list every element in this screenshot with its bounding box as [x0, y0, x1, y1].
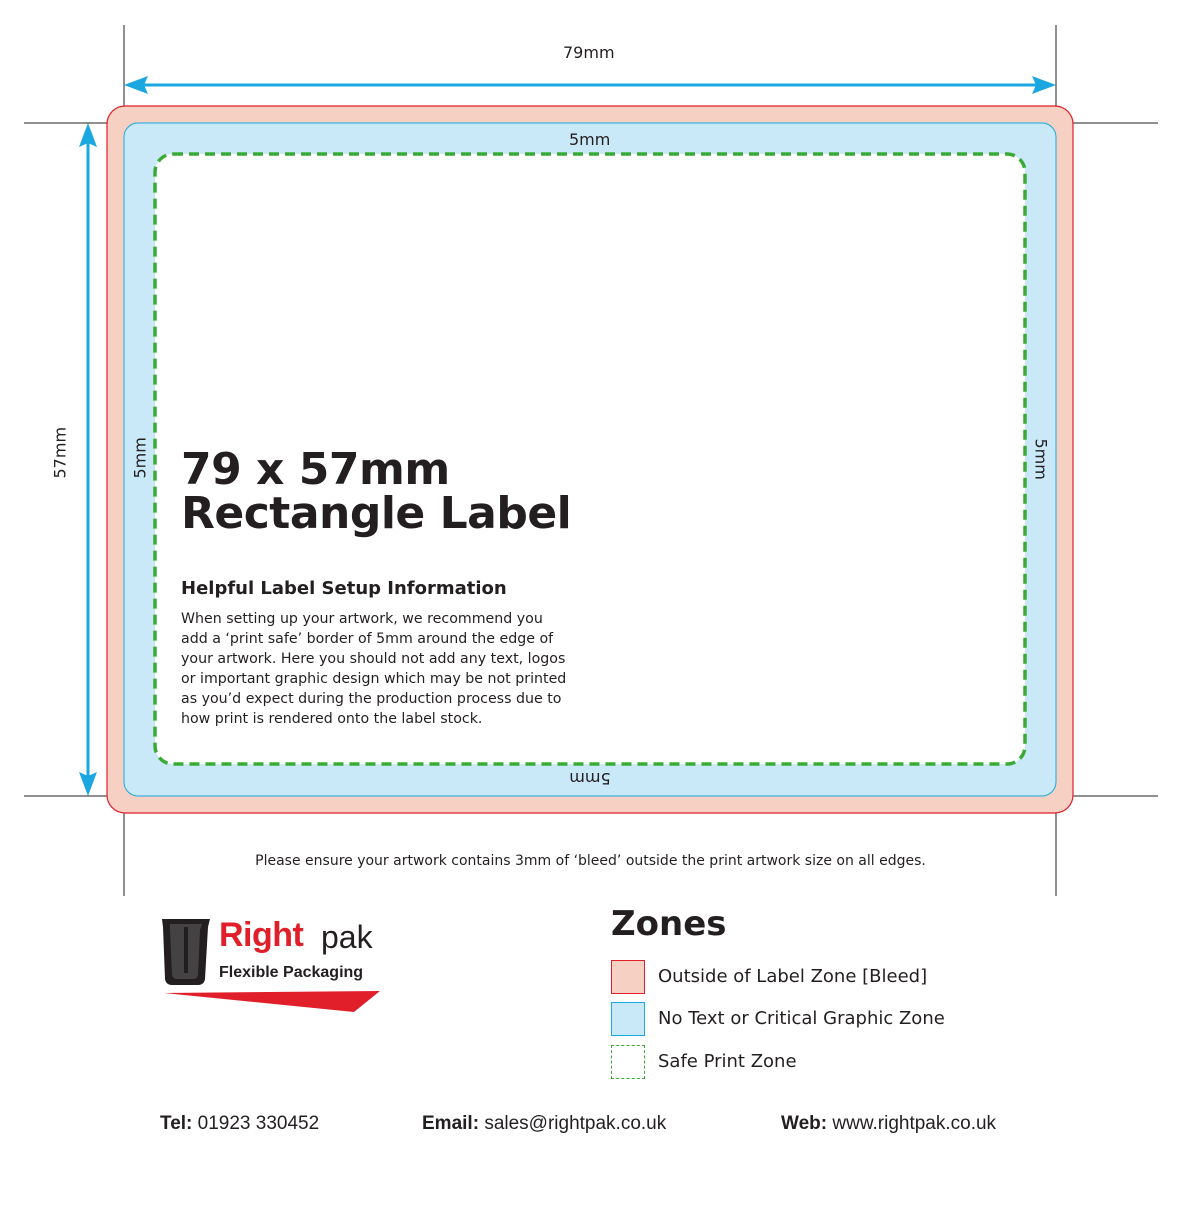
zone-legend-label: Outside of Label Zone [Bleed] [658, 966, 928, 987]
logo-word-pak: pak [321, 919, 373, 955]
no-text-swatch [611, 1002, 645, 1036]
email-value: sales@rightpak.co.uk [484, 1113, 667, 1134]
contact-web [781, 1113, 996, 1135]
bottom-margin-label: 5mm [569, 769, 611, 788]
label-title-line1: 79 x 57mm [181, 444, 450, 495]
swoosh-shape [164, 991, 380, 1012]
email-label: Email: [422, 1113, 480, 1134]
contact-tel [160, 1113, 319, 1135]
bleed-note: Please ensure your artwork contains 3mm of ‘bleed’ outside the print artwork size on all edges. [255, 853, 926, 869]
label-title-line2: Rectangle Label [181, 488, 572, 539]
tel-value: 01923 330452 [197, 1113, 320, 1134]
zones-title: Zones [611, 904, 727, 944]
zone-legend-item [611, 960, 1011, 996]
info-body: When setting up your artwork, we recommend you add a ‘print safe’ border of 5mm around the edge of your artwork. Here you should not add any text, logos or important graphic design which may be not printed as you’d expect during the production process due to how print is rendered onto the label stock. [181, 611, 567, 727]
web-label: Web: [781, 1113, 828, 1134]
zone-legend-item [611, 1045, 1011, 1081]
right-margin-label: 5mm [1031, 438, 1051, 480]
bleed-swatch [611, 960, 645, 994]
safe-print-swatch [611, 1045, 645, 1079]
label-title [181, 444, 572, 539]
top-margin-label: 5mm [569, 130, 611, 149]
zone-legend-item [611, 1002, 1011, 1038]
logo-word-right: Right [219, 916, 304, 954]
logo-tagline: Flexible Packaging [219, 964, 364, 981]
tel-label: Tel: [160, 1113, 193, 1134]
zone-legend-label: No Text or Critical Graphic Zone [658, 1008, 945, 1029]
left-margin-label: 5mm [130, 437, 150, 479]
info-heading: Helpful Label Setup Information [181, 578, 507, 599]
contact-email [422, 1113, 666, 1135]
height-dimension-label: 57mm [50, 426, 70, 479]
width-dimension-label: 79mm [563, 43, 615, 62]
zone-legend-label: Safe Print Zone [658, 1051, 797, 1072]
web-value: www.rightpak.co.uk [832, 1113, 997, 1134]
